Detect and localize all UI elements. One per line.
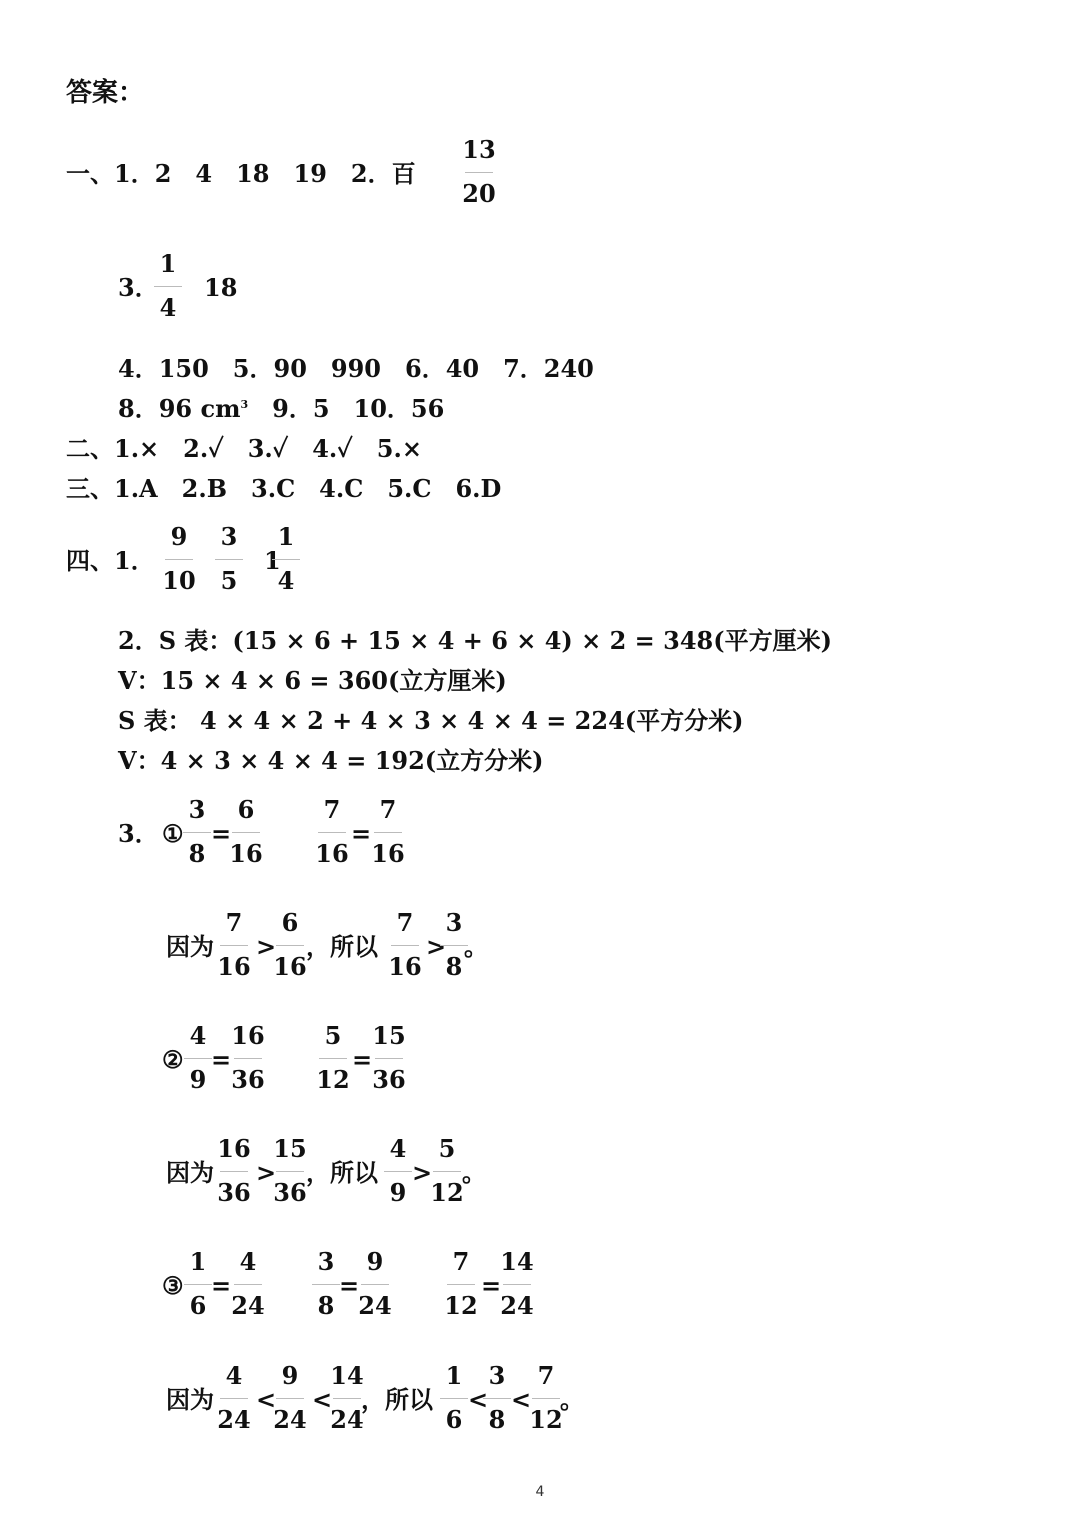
less-than-sign: < <box>312 1385 333 1414</box>
sec2-line: 二、1.× 2.✓ 3.✓ 4.✓ 5.× <box>66 434 422 463</box>
answer-title: 答案： <box>66 78 145 108</box>
fraction-numerator: 15 <box>273 1134 307 1163</box>
fraction-denominator: 36 <box>372 1065 406 1094</box>
fraction-denominator: 24 <box>217 1405 251 1434</box>
fraction-bar <box>234 1284 262 1285</box>
fraction-bar <box>234 1058 262 1059</box>
fraction-denominator: 8 <box>445 952 463 981</box>
fraction-numerator: 7 <box>452 1247 470 1276</box>
greater-than-sign: > <box>412 1158 433 1187</box>
fraction-bar <box>165 559 193 560</box>
fraction-bar <box>215 559 243 560</box>
fraction <box>212 908 256 981</box>
fraction-numerator: 9 <box>170 522 188 551</box>
fraction-bar <box>276 1171 304 1172</box>
fraction-numerator: 6 <box>281 908 299 937</box>
fraction-denominator: 8 <box>317 1291 335 1320</box>
period-mark: 。 <box>464 932 488 961</box>
sec4-q2-line: 2．S 表：(15 × 6 + 15 × 4 + 6 × 4) × 2 = 348(平方厘米) <box>118 626 832 655</box>
fraction-bar <box>220 1171 248 1172</box>
fraction <box>157 522 201 595</box>
fraction-numerator: 7 <box>323 795 341 824</box>
fraction-numerator: 3 <box>445 908 463 937</box>
fraction-bar <box>384 1171 412 1172</box>
fraction-numerator: 7 <box>537 1361 555 1390</box>
fraction-denominator: 9 <box>189 1065 207 1094</box>
sec1-line8-pre: 8．96 cm <box>118 394 241 423</box>
fraction-numerator: 4 <box>239 1247 257 1276</box>
fraction-bar <box>440 1398 468 1399</box>
fraction-denominator: 16 <box>273 952 307 981</box>
fraction-bar <box>184 1058 212 1059</box>
fraction-denominator: 12 <box>529 1405 563 1434</box>
fraction-numerator: 4 <box>389 1134 407 1163</box>
sec1-line4: 4．150 5．90 990 6．40 7．240 <box>118 354 594 383</box>
fraction-bar <box>503 1284 531 1285</box>
fraction <box>212 1361 256 1434</box>
fraction <box>146 249 190 322</box>
greater-than-sign: > <box>256 932 277 961</box>
fraction-bar <box>375 1058 403 1059</box>
fraction <box>495 1247 539 1320</box>
fraction-numerator: 1 <box>277 522 295 551</box>
fraction-numerator: 1 <box>189 1247 207 1276</box>
less-than-sign: < <box>468 1385 489 1414</box>
equals-sign: = <box>481 1271 502 1300</box>
fraction-denominator: 16 <box>217 952 251 981</box>
sec4-q2-line: V：15 × 4 × 6 = 360(立方厘米) <box>118 666 507 695</box>
fraction-numerator: 6 <box>237 795 255 824</box>
fraction-numerator: 7 <box>379 795 397 824</box>
because-text: 因为 <box>166 1158 214 1187</box>
fraction-denominator: 6 <box>189 1291 207 1320</box>
fraction-denominator: 4 <box>277 566 295 595</box>
period-mark: 。 <box>462 1158 486 1187</box>
fraction <box>367 1021 411 1094</box>
fraction-bar <box>220 1398 248 1399</box>
fraction <box>366 795 410 868</box>
fraction <box>224 795 268 868</box>
fraction-denominator: 24 <box>330 1405 364 1434</box>
so-text: ，所以 <box>361 1385 433 1414</box>
equals-sign: = <box>211 1045 232 1074</box>
because-text: 因为 <box>166 932 214 961</box>
fraction-numerator: 1 <box>445 1361 463 1390</box>
fraction-denominator: 8 <box>188 839 206 868</box>
fraction-denominator: 36 <box>273 1178 307 1207</box>
fraction-bar <box>184 1284 212 1285</box>
fraction <box>457 135 501 208</box>
fraction-denominator: 9 <box>389 1178 407 1207</box>
fraction-denominator: 24 <box>500 1291 534 1320</box>
sec4-q3-label: 3． <box>118 819 159 848</box>
fraction-bar <box>447 1284 475 1285</box>
equals-sign: = <box>351 819 372 848</box>
fraction-numerator: 14 <box>500 1247 534 1276</box>
because-text: 因为 <box>166 1385 214 1414</box>
equals-sign: = <box>339 1271 360 1300</box>
fraction-numerator: 3 <box>220 522 238 551</box>
fraction-numerator: 7 <box>225 908 243 937</box>
fraction-denominator: 12 <box>430 1178 464 1207</box>
less-than-sign: < <box>511 1385 532 1414</box>
fraction-bar <box>333 1398 361 1399</box>
fraction-numerator: 3 <box>317 1247 335 1276</box>
fraction-numerator: 9 <box>281 1361 299 1390</box>
fraction <box>207 522 251 595</box>
fraction-bar <box>232 832 260 833</box>
equals-sign: = <box>211 1271 232 1300</box>
page-number: 4 <box>535 1484 545 1500</box>
fraction-bar <box>220 945 248 946</box>
fraction-denominator: 24 <box>231 1291 265 1320</box>
fraction-numerator: 1 <box>159 249 177 278</box>
fraction <box>268 1361 312 1434</box>
fraction-numerator: 5 <box>324 1021 342 1050</box>
fraction-denominator: 36 <box>231 1065 265 1094</box>
fraction-numerator: 5 <box>438 1134 456 1163</box>
fraction-bar <box>433 1171 461 1172</box>
equals-sign: = <box>211 819 232 848</box>
fraction-bar <box>361 1284 389 1285</box>
fraction-denominator: 20 <box>462 179 496 208</box>
fraction-bar <box>276 1398 304 1399</box>
fraction <box>353 1247 397 1320</box>
fraction-bar <box>532 1398 560 1399</box>
less-than-sign: < <box>256 1385 277 1414</box>
sec1-line8 <box>118 394 445 423</box>
fraction-denominator: 16 <box>229 839 263 868</box>
fraction <box>383 908 427 981</box>
period-mark: 。 <box>560 1385 584 1414</box>
sec1-q3-rest: 18 <box>204 273 238 302</box>
fraction-denominator: 16 <box>388 952 422 981</box>
fraction-bar <box>312 1284 340 1285</box>
fraction-bar <box>183 832 211 833</box>
fraction-denominator: 24 <box>273 1405 307 1434</box>
circled-number: ③ <box>162 1271 184 1300</box>
so-text: ，所以 <box>306 932 378 961</box>
fraction-denominator: 5 <box>220 566 238 595</box>
fraction-numerator: 16 <box>217 1134 251 1163</box>
fraction-denominator: 12 <box>444 1291 478 1320</box>
fraction-denominator: 36 <box>217 1178 251 1207</box>
fraction-bar <box>154 286 182 287</box>
fraction-numerator: 7 <box>396 908 414 937</box>
sec1-line1: 一、1．2 4 18 19 2．百 <box>66 159 416 188</box>
so-text: ，所以 <box>306 1158 378 1187</box>
greater-than-sign: > <box>256 1158 277 1187</box>
fraction <box>226 1021 270 1094</box>
fraction-bar <box>465 172 493 173</box>
fraction <box>310 795 354 868</box>
fraction-numerator: 16 <box>231 1021 265 1050</box>
fraction-denominator: 8 <box>488 1405 506 1434</box>
mixed-number-whole: 1 <box>264 546 281 575</box>
fraction-bar <box>483 1398 511 1399</box>
fraction-denominator: 16 <box>371 839 405 868</box>
fraction <box>212 1134 256 1207</box>
fraction-denominator: 24 <box>358 1291 392 1320</box>
fraction-bar <box>276 945 304 946</box>
fraction-numerator: 3 <box>488 1361 506 1390</box>
fraction-bar <box>374 832 402 833</box>
sec1-q3-label: 3． <box>118 273 159 302</box>
fraction-numerator: 14 <box>330 1361 364 1390</box>
fraction <box>226 1247 270 1320</box>
fraction-bar <box>272 559 300 560</box>
fraction-numerator: 3 <box>188 795 206 824</box>
fraction-denominator: 12 <box>316 1065 350 1094</box>
sec4-label: 四、1． <box>66 546 155 575</box>
fraction-bar <box>319 1058 347 1059</box>
fraction-numerator: 4 <box>189 1021 207 1050</box>
fraction-bar <box>318 832 346 833</box>
cube-superscript: 3 <box>240 398 249 411</box>
circled-number: ① <box>162 819 184 848</box>
fraction-denominator: 6 <box>445 1405 463 1434</box>
fraction-denominator: 16 <box>315 839 349 868</box>
fraction-numerator: 4 <box>225 1361 243 1390</box>
fraction-numerator: 13 <box>462 135 496 164</box>
sec3-line: 三、1.A 2.B 3.C 4.C 5.C 6.D <box>66 474 502 503</box>
fraction <box>311 1021 355 1094</box>
sec4-q2-line: S 表： 4 × 4 × 2 + 4 × 3 × 4 × 4 = 224(平方分米) <box>118 706 744 735</box>
sec4-q2-line: V：4 × 3 × 4 × 4 = 192(立方分米) <box>118 746 544 775</box>
fraction <box>264 522 308 595</box>
greater-than-sign: > <box>426 932 447 961</box>
sec1-line8-post: 9．5 10．56 <box>248 394 445 423</box>
fraction-numerator: 15 <box>372 1021 406 1050</box>
fraction-denominator: 4 <box>159 293 177 322</box>
fraction-numerator: 9 <box>366 1247 384 1276</box>
equals-sign: = <box>352 1045 373 1074</box>
fraction-bar <box>391 945 419 946</box>
circled-number: ② <box>162 1045 184 1074</box>
fraction <box>439 1247 483 1320</box>
fraction-denominator: 10 <box>162 566 196 595</box>
